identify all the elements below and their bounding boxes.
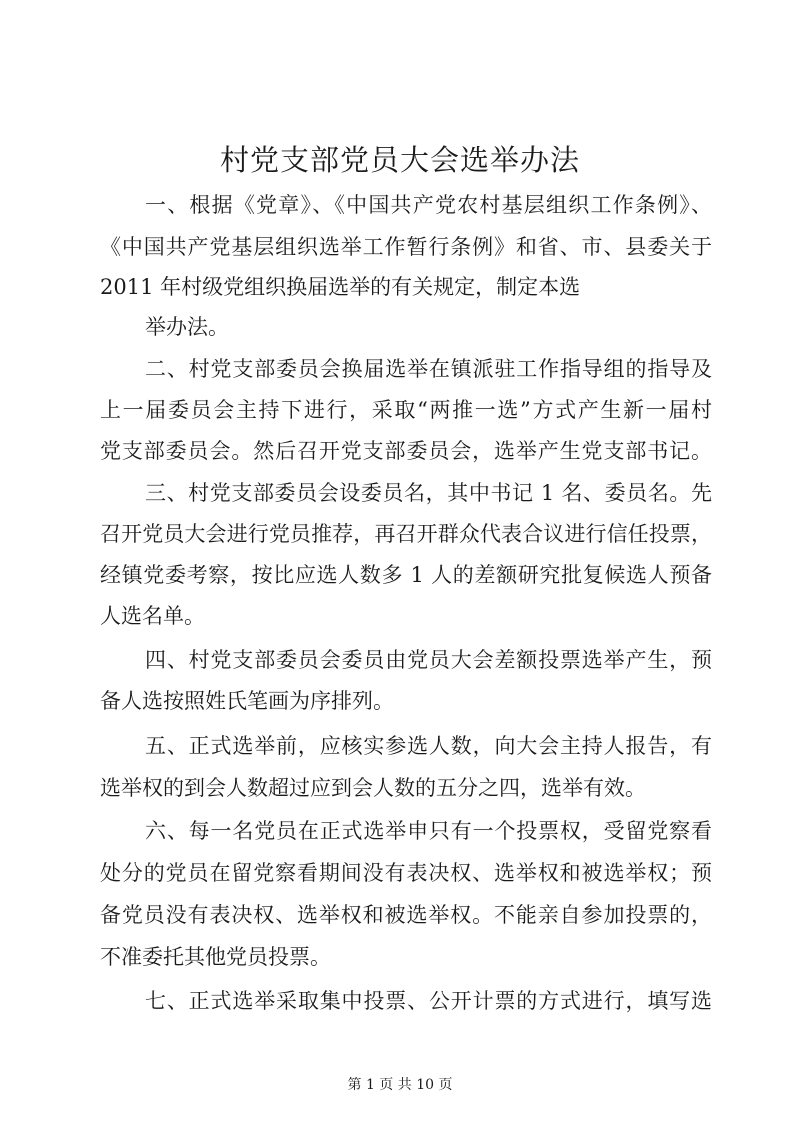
page-number-footer: 第 1 页 共 10 页 <box>347 1077 453 1093</box>
paragraph-line: 处分的党员在留党察看期间没有表决权、选举权和被选举权；预 <box>100 861 712 885</box>
paragraph-line: 五、正式选举前，应核实参选人数，向大会主持人报告，有 <box>145 734 712 758</box>
paragraph-line: 召开党员大会进行党员推荐，再召开群众代表合议进行信任投票， <box>100 522 712 546</box>
paragraph-line: 七、正式选举采取集中投票、公开计票的方式进行，填写选 <box>145 989 712 1013</box>
paragraph-line: 2011 年村级党组织换届选举的有关规定，制定本选 <box>100 275 581 299</box>
paragraph-line: 党支部委员会。然后召开党支部委员会，选举产生党支部书记。 <box>100 439 712 463</box>
paragraph-line: 二、村党支部委员会换届选举在镇派驻工作指导组的指导及 <box>145 357 712 381</box>
paragraph-line: 《中国共产党基层组织选举工作暂行条例》和省、市、县委关于 <box>100 235 712 259</box>
paragraph-line: 上一届委员会主持下进行，采取“两推一选”方式产生新一届村 <box>100 398 712 422</box>
paragraph-line: 不准委托其他党员投票。 <box>100 945 331 969</box>
paragraph-line: 备党员没有表决权、选举权和被选举权。不能亲自参加投票的， <box>100 903 712 927</box>
paragraph-line: 四、村党支部委员会委员由党员大会差额投票选举产生，预 <box>145 648 712 672</box>
paragraph-line: 选举权的到会人数超过应到会人数的五分之四，选举有效。 <box>100 776 646 800</box>
paragraph-line: 六、每一名党员在正式选举申只有一个投票权，受留党察看 <box>145 819 712 843</box>
paragraph-line: 人选名单。 <box>100 604 205 628</box>
document-title: 村党支部党员大会选举办法 <box>219 143 580 177</box>
paragraph-line: 一、根据《党章》、《中国共产党农村基层组织工作条例》、 <box>145 193 712 217</box>
paragraph-line: 举办法。 <box>145 315 229 339</box>
paragraph-line: 备人选按照姓氏笔画为序排列。 <box>100 689 394 713</box>
paragraph-line: 经镇党委考察，按比应选人数多 1 人的差额研究批复候选人预备 <box>100 563 712 587</box>
paragraph-line: 三、村党支部委员会设委员名，其中书记 1 名、委员名。先 <box>145 481 712 505</box>
